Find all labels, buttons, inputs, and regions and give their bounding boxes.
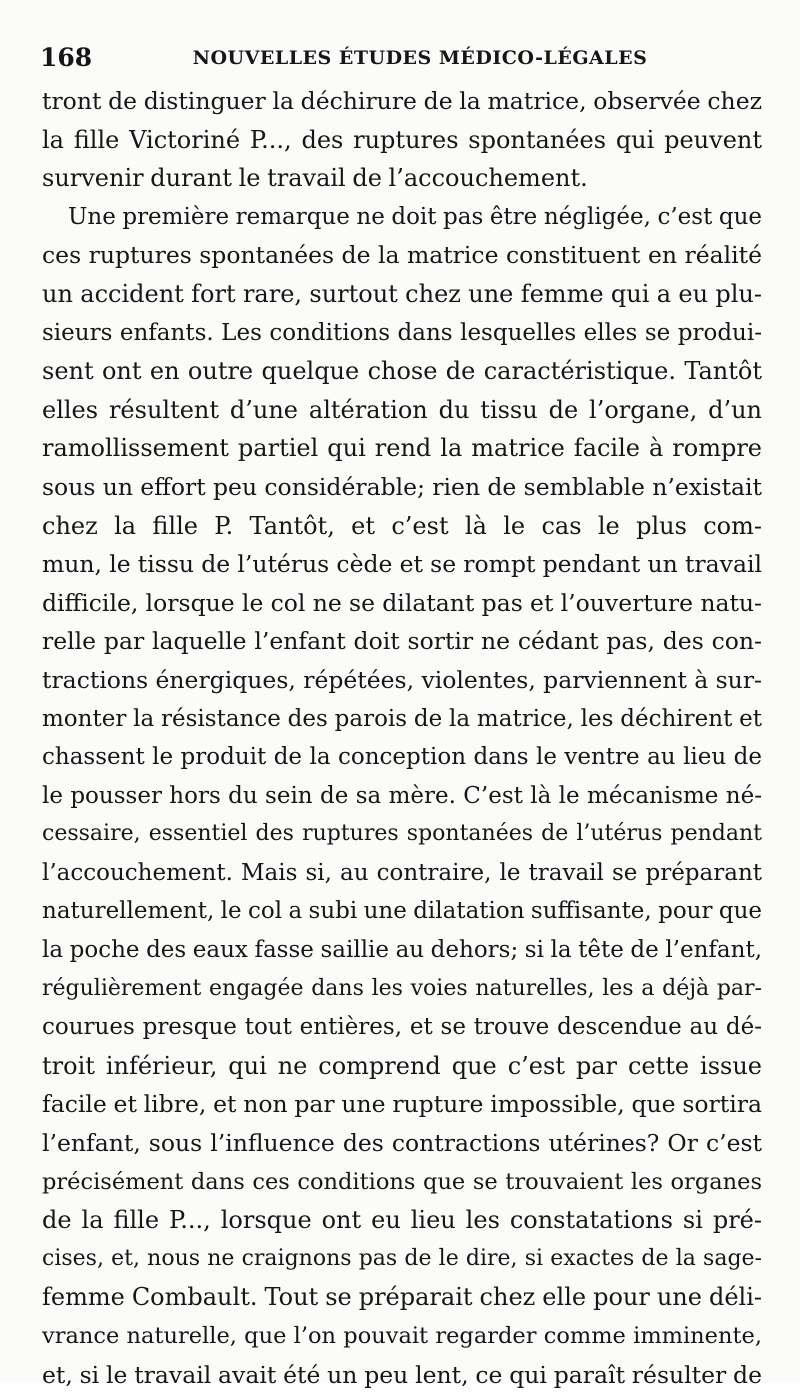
- text-line: elles résultent d’une altération du tissu de l’organe, d’un: [42, 395, 762, 424]
- text-line: chez la fille P. Tantôt, et c’est là le cas le plus com-: [42, 511, 762, 540]
- text-line: facile et libre, et non par une rupture impossible, que sortira: [42, 1090, 762, 1119]
- text-line: tractions énergiques, répétées, violentes, parviennent à sur-: [42, 665, 762, 694]
- text-line: mun, le tissu de l’utérus cède et se rompt pendant un travail: [42, 550, 762, 579]
- text-line: le pousser hors du sein de sa mère. C’est là le mécanisme né-: [42, 782, 762, 809]
- text-line: la fille Victoriné P..., des ruptures spontanées qui peuvent: [42, 125, 762, 154]
- text-line: de la fille P..., lorsque ont eu lieu les constatations si pré-: [42, 1206, 762, 1235]
- text-line: femme Combault. Tout se préparait chez elle pour une déli-: [42, 1283, 762, 1312]
- text-line: ces ruptures spontanées de la matrice constituent en réalité: [42, 241, 762, 270]
- text-line: un accident fort rare, surtout chez une femme qui a eu plu-: [42, 279, 762, 308]
- text-line: tront de distinguer la déchirure de la matrice, observée chez: [42, 87, 762, 115]
- text-line: régulièrement engagée dans les voies naturelles, les a déjà par-: [42, 975, 762, 1001]
- text-line: l’enfant, sous l’influence des contractions utérines? Or c’est: [42, 1129, 762, 1158]
- text-line: chassent le produit de la conception dans le ventre au lieu de: [42, 744, 762, 771]
- text-line: troit inférieur, qui ne comprend que c’est par cette issue: [42, 1051, 762, 1080]
- text-line: la poche des eaux fasse saillie au dehors; si la tête de l’enfant,: [42, 937, 762, 964]
- text-line: difficile, lorsque le col ne se dilatant pas et l’ouverture natu-: [42, 588, 762, 617]
- text-line: l’accouchement. Mais si, au contraire, le travail se préparant: [42, 859, 762, 886]
- text-line: vrance naturelle, que l’on pouvait regarder comme imminente,: [42, 1323, 762, 1349]
- text-line: cessaire, essentiel des ruptures spontanées de l’utérus pendant: [42, 821, 762, 847]
- text-line: précisément dans ces conditions que se trouvaient les organes: [42, 1168, 762, 1195]
- text-line: courues presque tout entières, et se trouve descendue au dé-: [42, 1014, 762, 1041]
- text-line: Une première remarque ne doit pas être négligée, c’est que: [68, 203, 762, 230]
- text-line: cises, et, nous ne craignons pas de le dire, si exactes de la sage-: [42, 1245, 762, 1271]
- text-line: et, si le travail avait été un peu lent, ce qui paraît résulter de: [42, 1360, 762, 1389]
- body-text: [42, 82, 762, 1394]
- text-line: ramollissement partiel qui rend la matrice facile à rompre: [42, 434, 762, 463]
- text-line: relle par laquelle l’enfant doit sortir ne cédant pas, des con-: [42, 627, 762, 656]
- text-line: naturellement, le col a subi une dilatation suffisante, pour que: [42, 898, 762, 925]
- running-title: NOUVELLES ÉTUDES MÉDICO-LÉGALES: [192, 47, 648, 69]
- page-number: 168: [40, 43, 93, 72]
- text-line: sent ont en outre quelque chose de caractéristique. Tantôt: [42, 357, 762, 386]
- running-head: [40, 40, 760, 76]
- text-line: monter la résistance des parois de la matrice, les déchirent et: [42, 705, 762, 732]
- text-line: sieurs enfants. Les conditions dans lesquelles elles se produi-: [42, 319, 762, 346]
- text-line: sous un effort peu considérable; rien de semblable n’existait: [42, 472, 762, 501]
- text-line: survenir durant le travail de l’accouchement.: [42, 164, 588, 193]
